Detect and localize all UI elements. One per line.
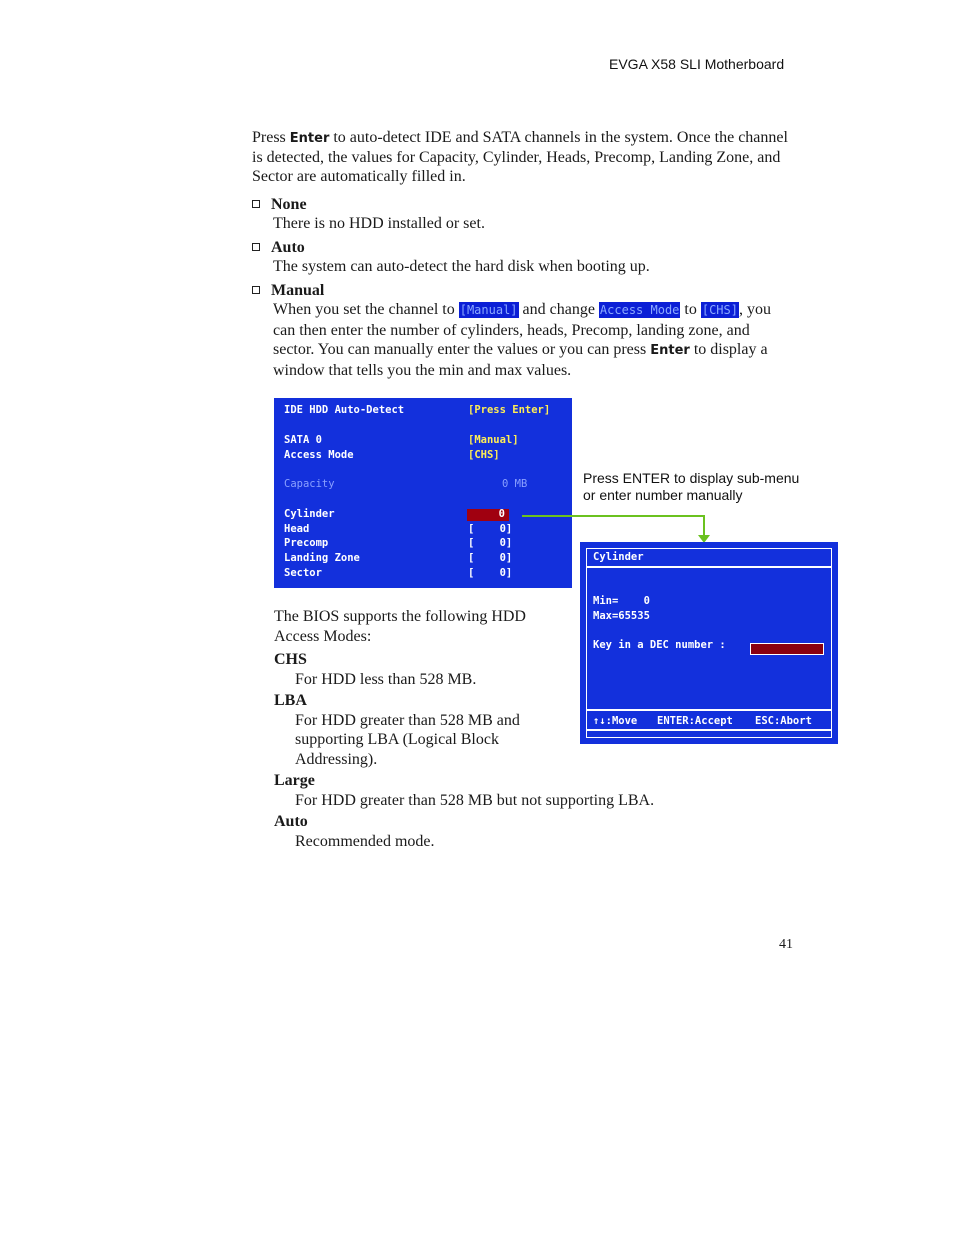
bios-value-precomp[interactable]: [ 0] <box>468 537 513 549</box>
callout-line-1: Press ENTER to display sub-menu <box>583 470 800 486</box>
callout-line-2: or enter number manually <box>583 487 743 503</box>
mode-title-lba: LBA <box>274 692 307 709</box>
bios-label-landing-zone[interactable]: Landing Zone <box>284 552 360 564</box>
checkbox-bullet-icon <box>252 200 260 208</box>
mode-desc-lba: For HDD greater than 528 MB and supporting LBA (Logical Block Addressing). <box>295 711 520 768</box>
intro-text-pre: Press <box>252 129 290 146</box>
option-title: None <box>271 196 307 213</box>
bios-value-cylinder: 0 <box>498 508 505 520</box>
dialog-max: Max=65535 <box>593 610 650 622</box>
intro-text-post: to auto-detect IDE and SATA channels in the system. Once the channel is detected, the values for Capacity, Cylinder, Heads, Precomp, Landing Zone, and Sector are automatically filled in. <box>252 129 788 185</box>
bios-ide-panel <box>274 398 572 588</box>
dialog-min: Min= 0 <box>593 595 650 607</box>
mode-title-large: Large <box>274 772 315 789</box>
option-title: Auto <box>271 239 305 256</box>
page-number: 41 <box>779 937 793 952</box>
dialog-divider <box>587 729 831 731</box>
bios-label-access-mode[interactable]: Access Mode <box>284 449 354 461</box>
bios-value-access-mode[interactable]: [CHS] <box>468 449 500 461</box>
manual-text: to <box>680 301 701 318</box>
bios-label-capacity: Capacity <box>284 478 335 490</box>
running-header: EVGA X58 SLI Motherboard <box>609 56 785 72</box>
access-mode-tag: Access Mode <box>599 303 680 317</box>
checkbox-bullet-icon <box>252 286 260 294</box>
modes-intro: The BIOS supports the following HDD Access Modes: <box>274 608 526 645</box>
bios-cylinder-field[interactable] <box>467 509 509 521</box>
checkbox-bullet-icon <box>252 243 260 251</box>
dialog-divider <box>587 566 831 568</box>
option-title: Manual <box>271 282 325 299</box>
bios-value-sata[interactable]: [Manual] <box>468 434 519 446</box>
bios-label-head[interactable]: Head <box>284 523 310 535</box>
manual-text: to display a window that tells you the min and max values. <box>273 341 768 379</box>
bios-label-cylinder[interactable]: Cylinder <box>284 508 335 520</box>
footer-abort-hint: ESC:Abort <box>755 715 812 727</box>
mode-title-auto: Auto <box>274 813 308 830</box>
cylinder-dialog <box>581 543 837 743</box>
bios-label-sata[interactable]: SATA 0 <box>284 434 322 446</box>
footer-accept-hint: ENTER:Accept <box>657 715 733 727</box>
mode-title-chs: CHS <box>274 651 307 668</box>
callout-text <box>583 470 799 504</box>
manual-tag: [Manual] <box>459 303 518 317</box>
bios-value-sector[interactable]: [ 0] <box>468 567 513 579</box>
mode-desc-chs: For HDD less than 528 MB. <box>295 670 477 688</box>
enter-key-label: Enter <box>650 343 690 358</box>
option-none-title <box>252 195 307 214</box>
footer-move-hint: ↑↓:Move <box>593 715 638 727</box>
dialog-frame <box>586 548 832 738</box>
dialog-title: Cylinder <box>593 551 644 563</box>
chs-tag: [CHS] <box>701 303 738 317</box>
bios-label-sector[interactable]: Sector <box>284 567 322 579</box>
option-manual-desc <box>273 300 793 380</box>
dec-number-input[interactable] <box>750 643 824 655</box>
bios-value-press-enter[interactable]: [Press Enter] <box>468 404 551 416</box>
connector-line <box>522 515 704 517</box>
enter-key-label: Enter <box>289 131 330 146</box>
option-none-desc: There is no HDD installed or set. <box>273 215 485 232</box>
option-auto-desc: The system can auto-detect the hard disk when booting up. <box>273 258 650 275</box>
bios-value-head[interactable]: [ 0] <box>468 523 513 535</box>
bios-value-landing-zone[interactable]: [ 0] <box>468 552 513 564</box>
manual-text: When you set the channel to <box>273 301 459 318</box>
mode-desc-auto: Recommended mode. <box>295 832 435 850</box>
dialog-prompt: Key in a DEC number : <box>593 639 726 651</box>
option-manual-title <box>252 281 324 300</box>
bios-label-auto-detect[interactable]: IDE HDD Auto-Detect <box>284 404 405 416</box>
dialog-divider <box>587 709 831 711</box>
bios-label-precomp[interactable]: Precomp <box>284 537 329 549</box>
mode-desc-large: For HDD greater than 528 MB but not supporting LBA. <box>295 791 655 809</box>
intro-paragraph <box>252 128 792 186</box>
connector-line-vertical <box>703 515 705 537</box>
bios-value-capacity: 0 MB <box>502 478 528 490</box>
manual-text: , you can then enter the number of cylinders, heads, Precomp, landing zone, and sector. You can manually enter the values or you can press <box>273 301 771 358</box>
manual-text: and change <box>518 301 599 318</box>
option-auto-title <box>252 238 305 257</box>
